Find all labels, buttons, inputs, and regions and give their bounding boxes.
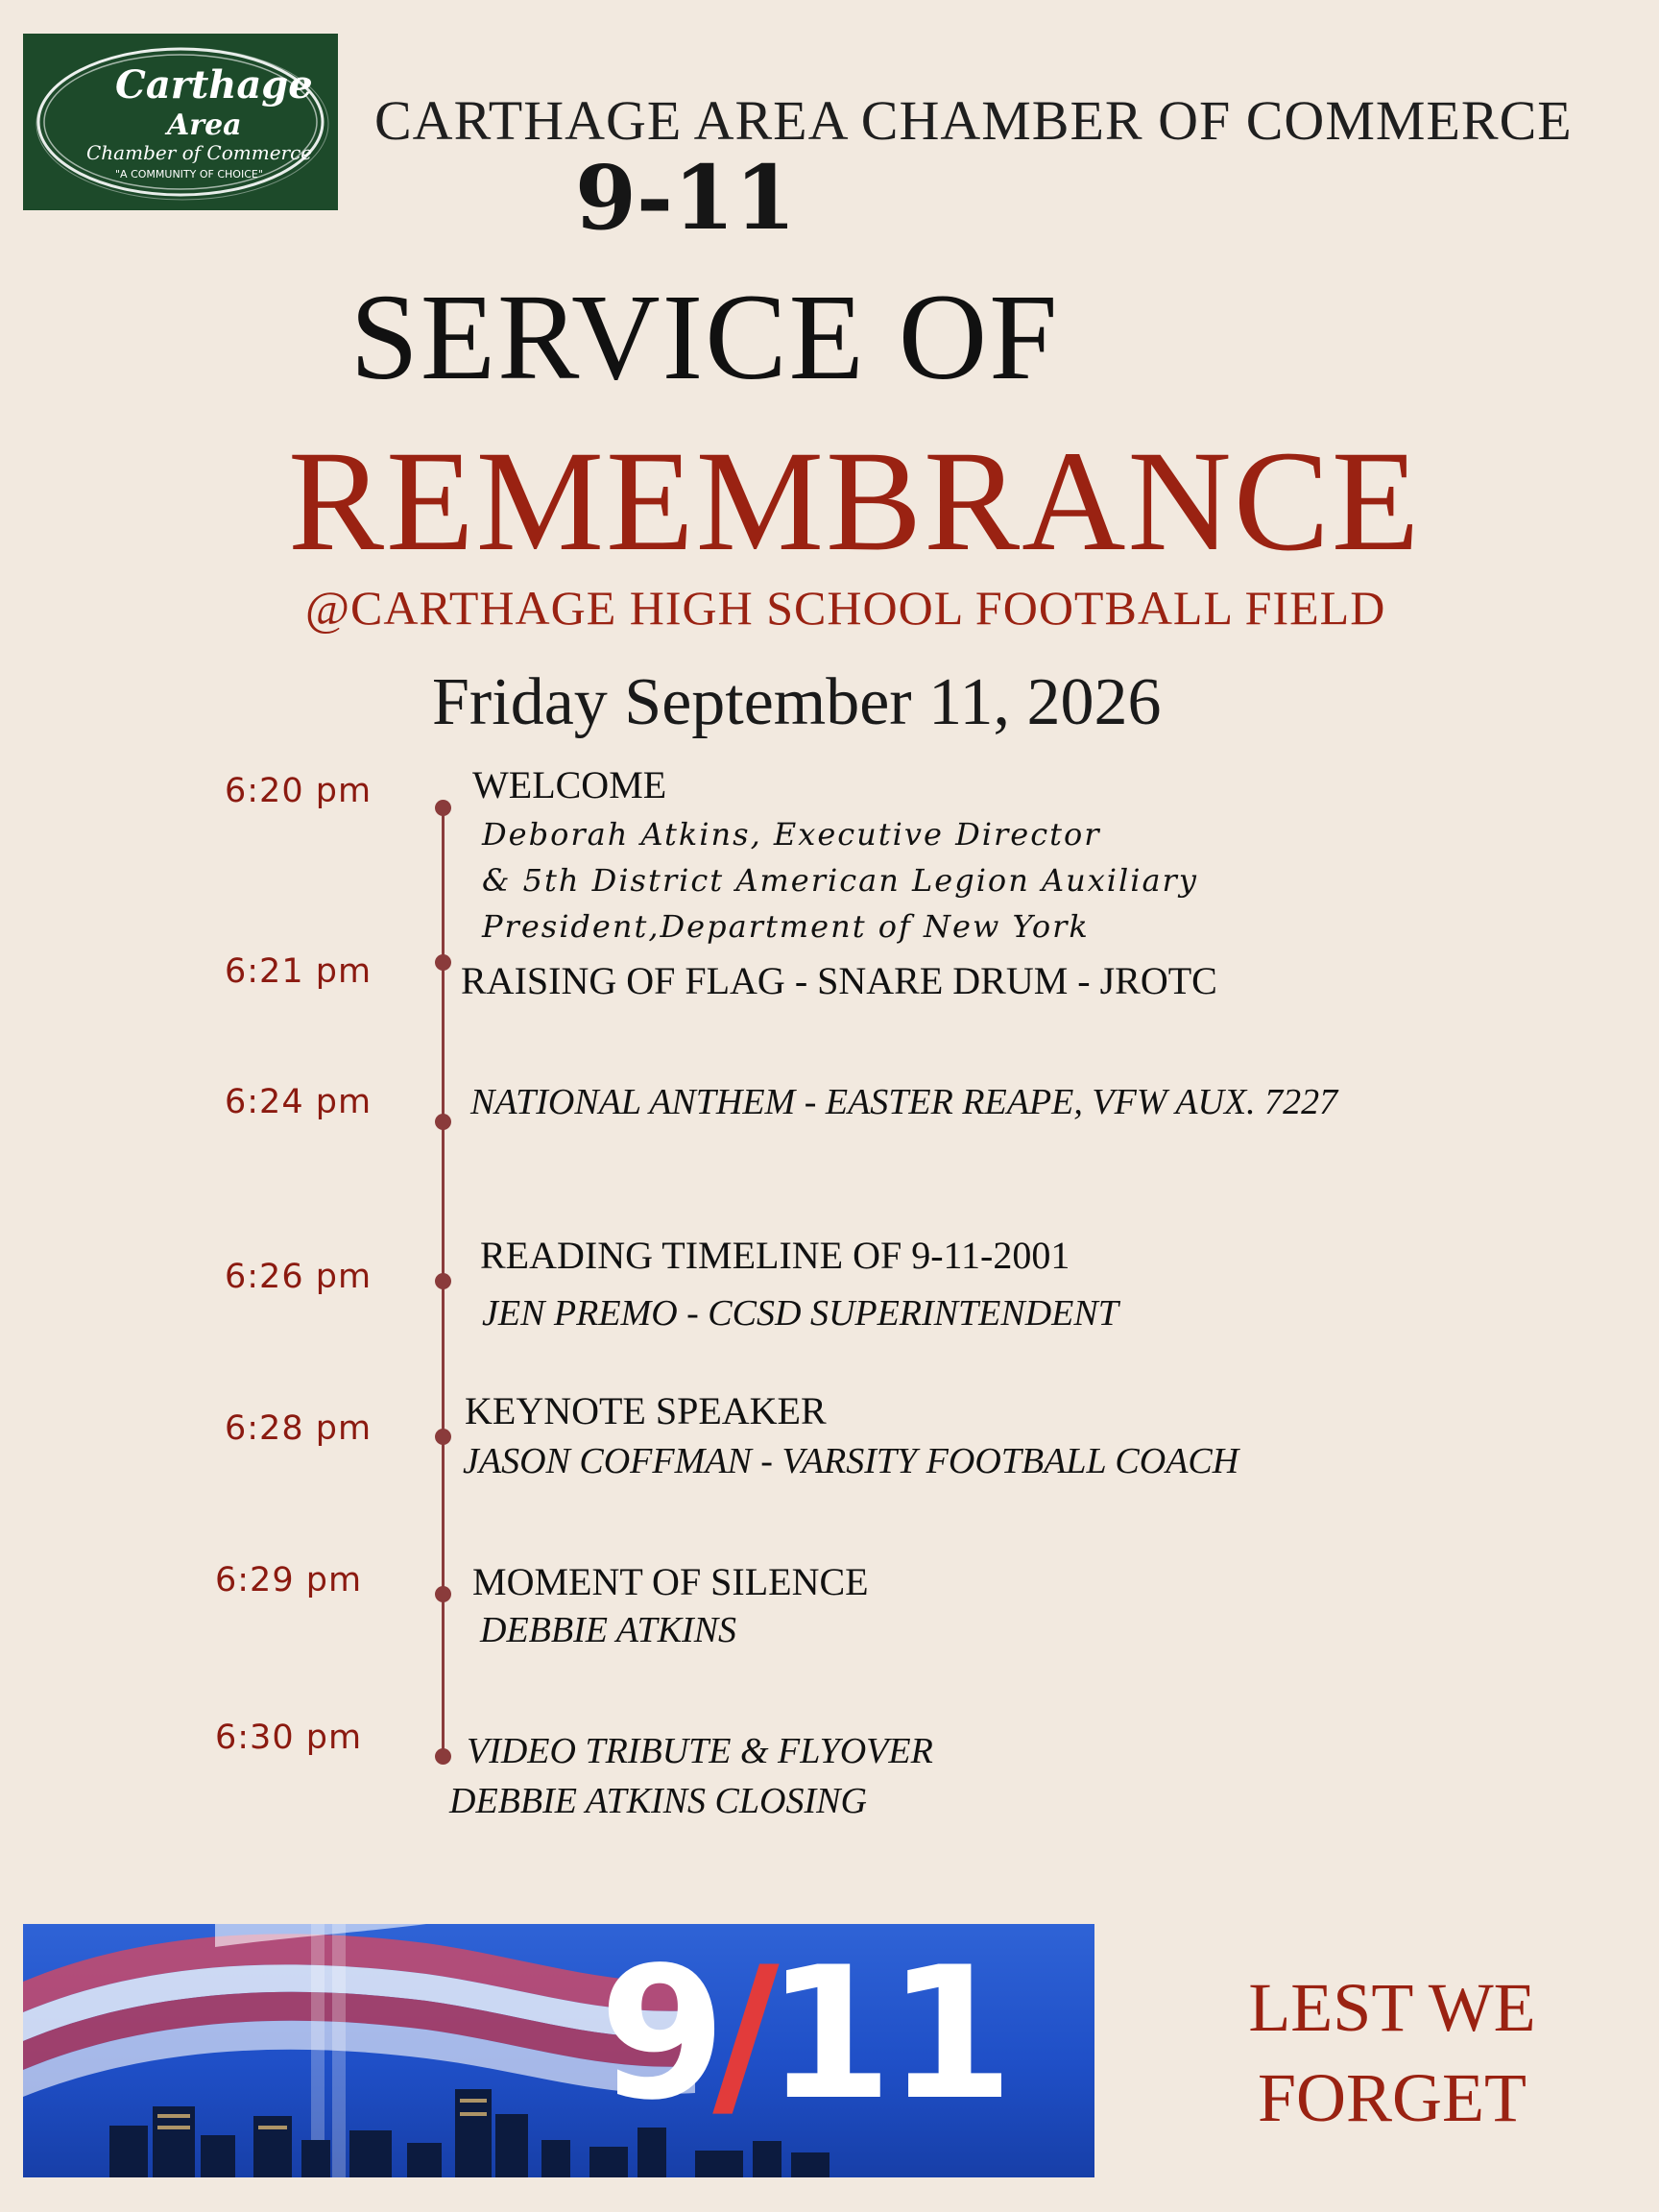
schedule-time: 6:20 pm: [225, 772, 373, 810]
schedule-time: 6:21 pm: [225, 952, 373, 991]
lest-we-forget: [1181, 1962, 1603, 2143]
schedule-subtitle: JASON COFFMAN - VARSITY FOOTBALL COACH: [463, 1441, 1239, 1481]
nine-eleven-banner: [23, 1924, 1094, 2177]
schedule-title: NATIONAL ANTHEM - EASTER REAPE, VFW AUX. 7227: [470, 1082, 1338, 1122]
schedule-subtitle: DEBBIE ATKINS CLOSING: [449, 1781, 867, 1821]
timeline-dot: [435, 954, 451, 971]
event-date: Friday September 11, 2026: [432, 665, 1162, 739]
timeline-dot: [435, 1114, 451, 1130]
schedule-title: MOMENT OF SILENCE: [472, 1560, 869, 1603]
timeline-dot: [435, 1273, 451, 1289]
logo-carthage: Carthage: [115, 62, 313, 108]
logo-chamber: Chamber of Commerce: [86, 141, 313, 164]
schedule-time: 6:28 pm: [225, 1409, 373, 1448]
schedule-subtitle: DEBBIE ATKINS: [480, 1610, 737, 1650]
title-number: 9-11: [574, 146, 797, 250]
schedule-detail: Deborah Atkins, Executive Director: [482, 816, 1101, 853]
schedule-title: WELCOME: [472, 763, 667, 806]
schedule-time: 6:30 pm: [215, 1719, 363, 1757]
schedule-title: RAISING OF FLAG - SNARE DRUM - JROTC: [461, 959, 1217, 1002]
timeline-dot: [435, 800, 451, 816]
title-remembrance: REMEMBRANCE: [288, 421, 1422, 581]
logo-area: Area: [167, 108, 242, 142]
banner-911-text: 9/11: [599, 1928, 1009, 2140]
schedule-title: READING TIMELINE OF 9-11-2001: [480, 1234, 1070, 1277]
timeline-dot: [435, 1429, 451, 1445]
schedule-title: VIDEO TRIBUTE & FLYOVER: [467, 1731, 933, 1771]
schedule-time: 6:24 pm: [225, 1083, 373, 1121]
organization-name: CARTHAGE AREA CHAMBER OF COMMERCE: [374, 89, 1573, 152]
lest-we-line: LEST WE: [1248, 1969, 1536, 2046]
logo-tagline: "A COMMUNITY OF CHOICE": [115, 168, 263, 180]
schedule-detail: & 5th District American Legion Auxiliary: [482, 862, 1198, 899]
event-venue: @CARTHAGE HIGH SCHOOL FOOTBALL FIELD: [305, 581, 1386, 635]
forget-line: FORGET: [1257, 2059, 1527, 2136]
schedule-title: KEYNOTE SPEAKER: [465, 1389, 827, 1432]
schedule-time: 6:29 pm: [215, 1561, 363, 1599]
timeline-dot: [435, 1748, 451, 1765]
schedule-detail: President,Department of New York: [482, 908, 1090, 945]
title-service-of: SERVICE OF: [349, 269, 1060, 405]
timeline-dot: [435, 1586, 451, 1602]
schedule-subtitle: JEN PREMO - CCSD SUPERINTENDENT: [482, 1293, 1118, 1334]
schedule-time: 6:26 pm: [225, 1258, 373, 1296]
